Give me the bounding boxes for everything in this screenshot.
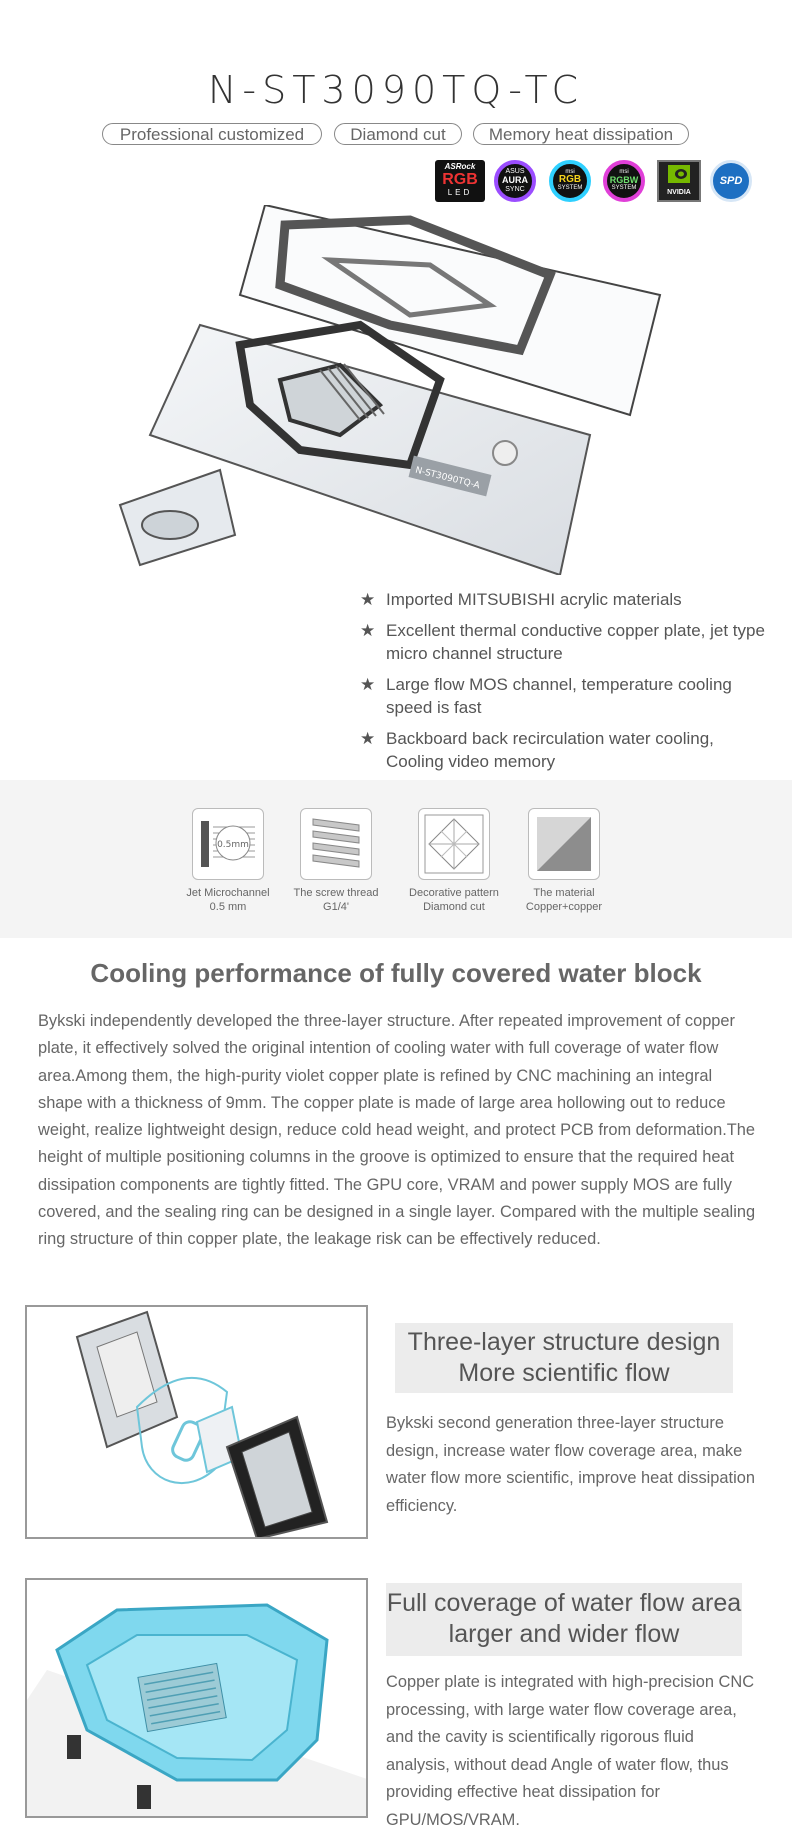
feature-text: Imported MITSUBISHI acrylic materials — [386, 590, 682, 609]
msi-logo-text: msi — [619, 169, 629, 175]
water-block-product-image — [110, 205, 670, 575]
spec-caption — [400, 886, 508, 914]
spec-caption — [282, 886, 390, 914]
full-coverage-title — [386, 1583, 742, 1656]
product-plate-label: N-ST3090TQ-A — [414, 465, 481, 492]
product-model-title: N-ST3090TQ-TC — [207, 68, 585, 112]
nvidia-logo-text: NVIDIA — [667, 189, 691, 196]
tag-professional-customized: Professional customized — [102, 123, 322, 145]
spec-caption-line2: 0.5 mm — [209, 901, 247, 913]
microchannel-icon-label: 0.5mm — [217, 840, 249, 850]
full-coverage-image — [25, 1578, 368, 1818]
feature-item — [360, 673, 770, 719]
tag-diamond-cut: Diamond cut — [334, 123, 462, 145]
three-layer-structure-image — [25, 1305, 368, 1539]
spec-material — [510, 808, 618, 914]
microchannel-icon — [192, 808, 264, 880]
rgb-logo-text: RGB — [442, 171, 478, 188]
feature-item — [360, 619, 770, 665]
spec-caption-line1: The material — [533, 887, 595, 899]
full-coverage-body: Copper plate is integrated with high-precision CNC processing, with large water flow coverage area, and the cavity is scientifically rigorous fluid analysis, without dead Angle of water flow, thus providing effective heat dissipation for GPU/MOS/VRAM. — [386, 1673, 755, 1829]
rgbw-logo-text: RGBW — [609, 175, 639, 185]
msi-rgb-system-logo — [549, 160, 591, 202]
spec-decorative-pattern — [400, 808, 508, 914]
system-logo-text: SYSTEM — [611, 185, 637, 191]
feature-item — [360, 727, 770, 773]
three-layer-title — [395, 1323, 733, 1393]
asrock-rgb-led-logo — [435, 160, 485, 202]
msi-rgbw-system-logo — [603, 160, 645, 202]
asus-aura-sync-logo — [494, 160, 536, 202]
system-logo-text: SYSTEM — [557, 185, 583, 191]
feature-list — [360, 588, 770, 781]
spec-caption-line1: The screw thread — [293, 887, 379, 899]
asrock-logo-text: ASRock — [444, 162, 476, 171]
diamond-cut-icon — [418, 808, 490, 880]
full-coverage-title-line2: larger and wider flow — [448, 1620, 680, 1648]
spd-logo: SPD — [710, 160, 752, 202]
spec-caption — [510, 886, 618, 914]
three-layer-title-line1: Three-layer structure design — [407, 1328, 721, 1356]
star-icon: ★ — [360, 675, 376, 694]
spec-caption-line1: Decorative pattern — [409, 887, 499, 899]
tag-memory-heat-dissipation: Memory heat dissipation — [473, 123, 689, 145]
led-logo-text: LED — [447, 188, 473, 197]
rgb-logo-text: RGB — [558, 174, 582, 185]
spec-caption-line2: Diamond cut — [423, 901, 485, 913]
nvidia-logo — [657, 160, 701, 202]
spec-icon-strip — [0, 780, 792, 938]
three-layer-body: Bykski second generation three-layer structure design, increase water flow coverage area, make water flow more scientific, improve heat dissipation efficiency. — [386, 1414, 755, 1515]
spec-jet-microchannel — [174, 808, 282, 914]
msi-logo-text: msi — [565, 169, 575, 175]
material-icon — [528, 808, 600, 880]
feature-text: Large flow MOS channel, temperature cooling speed is fast — [386, 675, 732, 717]
feature-text: Excellent thermal conductive copper plate, jet type micro channel structure — [386, 621, 765, 663]
spec-caption-line2: G1/4' — [323, 901, 349, 913]
star-icon: ★ — [360, 621, 376, 640]
star-icon: ★ — [360, 729, 376, 748]
three-layer-title-line2: More scientific flow — [458, 1359, 670, 1387]
section-title: Cooling performance of fully covered water block — [90, 958, 702, 988]
feature-item — [360, 588, 770, 611]
spec-screw-thread — [282, 808, 390, 914]
asus-logo-text: ASUS — [505, 168, 525, 175]
full-coverage-title-line1: Full coverage of water flow area — [386, 1589, 742, 1617]
star-icon: ★ — [360, 590, 376, 609]
spec-caption-line1: Jet Microchannel — [186, 887, 270, 899]
screw-thread-icon — [300, 808, 372, 880]
feature-text: Backboard back recirculation water cooling, Cooling video memory — [386, 729, 714, 771]
aura-logo-text: AURA — [502, 175, 528, 185]
spec-caption-line2: Copper+copper — [525, 901, 603, 913]
sync-logo-text: SYNC — [505, 186, 525, 193]
spec-caption — [174, 886, 282, 914]
nvidia-eye-icon — [668, 165, 690, 183]
section-body: Bykski independently developed the three-layer structure. After repeated improvement of copper plate, it effectively solved the original intention of cooling water with full coverage of water flow area.Among them, the high-purity violet copper plate is refined by CNC machining an integral shape with a thickness of 9mm. The copper plate is made of large area hollowing out to reduce weight, realize lightweight design, reduce cold head weight, and protect PCB from deformation.The height of multiple positioning columns in the groove is optimized to ensure that the required heat dissipation components are tightly fitted. The GPU core, VRAM and power supply MOS are fully covered, and the sealing ring can be designed in a single layer. Compared with the multiple sealing ring structure of thin copper plate, the leakage risk can be effectively reduced. — [38, 1012, 756, 1249]
